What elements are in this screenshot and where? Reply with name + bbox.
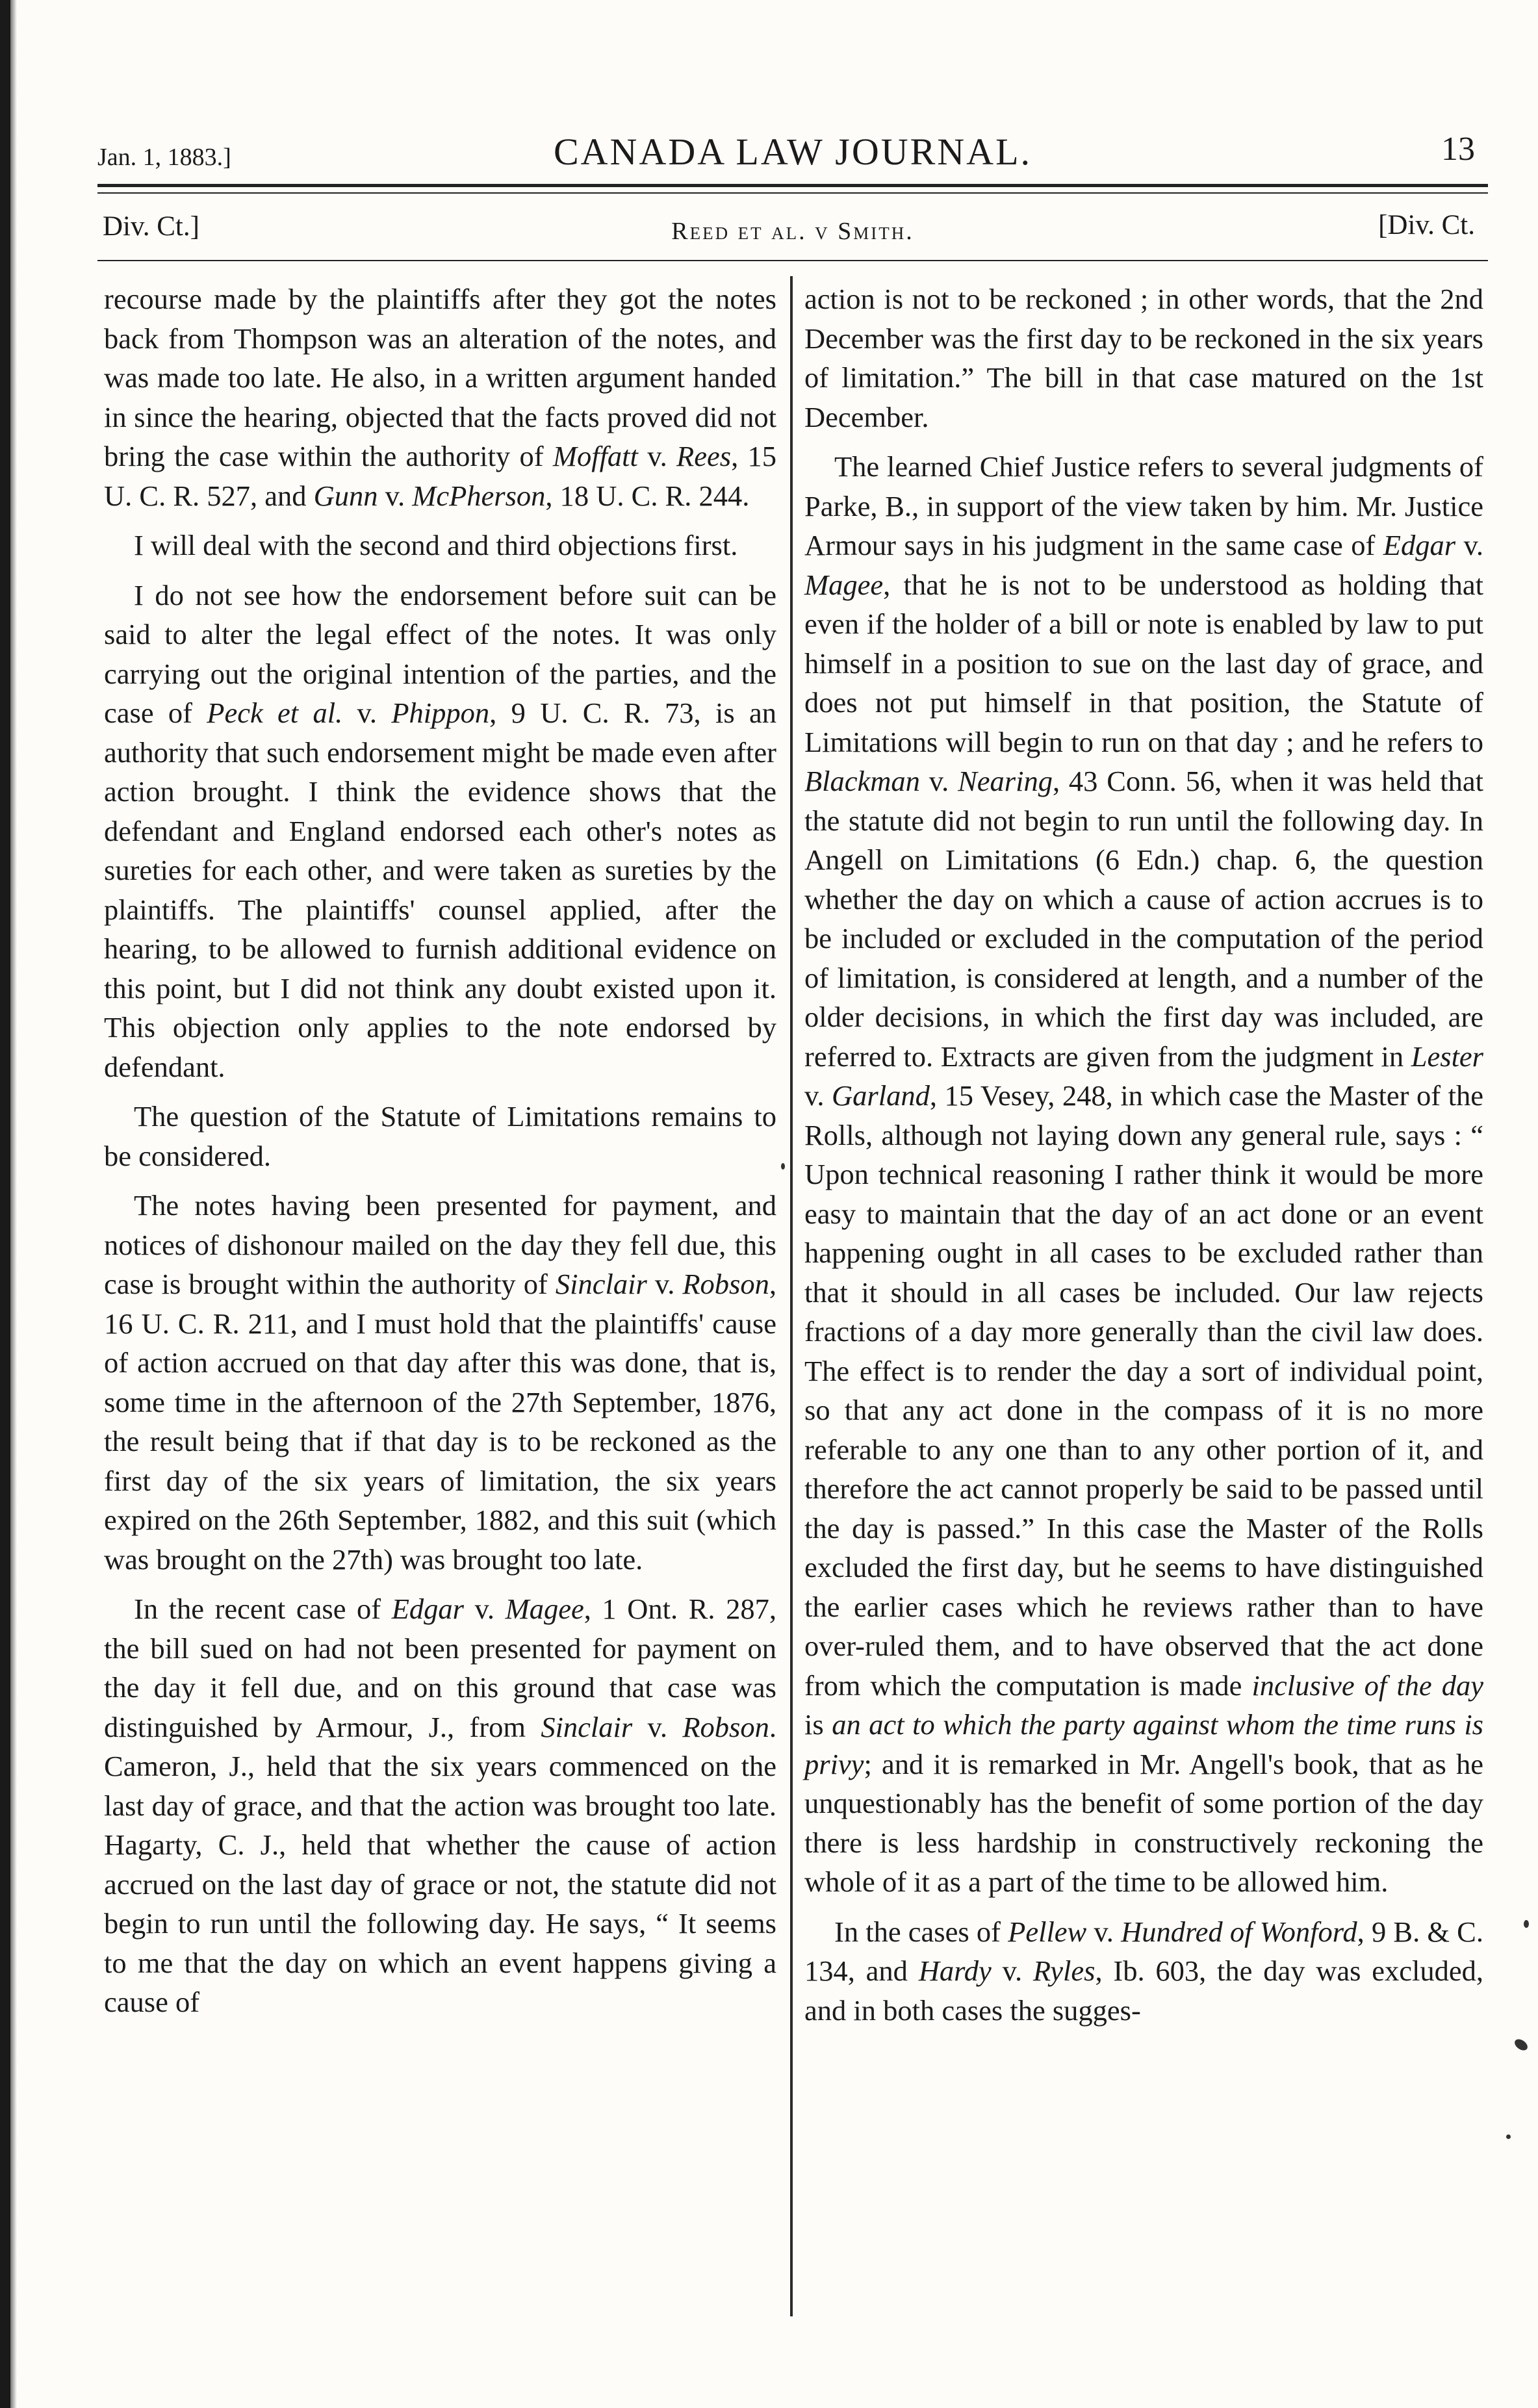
case-name: Peck et al. — [207, 697, 343, 729]
court-label-left: Div. Ct.] — [103, 211, 199, 242]
case-name: Magee — [804, 568, 884, 601]
case-name: Ryles — [1032, 1954, 1096, 1987]
case-name: Robson — [682, 1710, 769, 1743]
emphasis: inclusive of the day — [1251, 1669, 1483, 1702]
ink-speck — [1524, 1920, 1529, 1928]
case-name: Robson — [682, 1268, 769, 1300]
binding-shadow — [10, 0, 17, 2408]
paragraph: In the cases of Pellew v. Hundred of Wonford, 9 B. & C. 134, and Hardy v. Ryles, Ib. 603, the day was excluded, and in both cases the sugges- — [804, 1915, 1483, 2027]
header-rule-thin — [97, 192, 1488, 194]
paragraph: I will deal with the second and third objections first. — [134, 529, 738, 561]
page-number: 13 — [1441, 131, 1475, 168]
column-divider — [790, 276, 793, 2316]
case-name: Edgar — [391, 1593, 464, 1625]
binding-edge — [0, 0, 10, 2408]
running-head — [97, 123, 1488, 188]
case-header — [97, 207, 1488, 252]
case-name: Magee — [505, 1593, 584, 1625]
case-name: Rees — [676, 440, 732, 472]
paragraph: The learned Chief Justice refers to several judgments of Parke, B., in support of the view taken by him. Mr. Justice Armour says in his judgment in the same case of Edgar v. Magee, that he is not to be understood as holding that even if the holder of a bill or note is enabled by law to put himself in a position to sue on the last day of grace, and does not put himself in that position, the Statute of Limitations will begin to run on that day ; and he refers to Blackman v. Nearing, 43 Conn. 56, when it was held that the statute did not begin to run until the following day. In Angell on Limitations (6 Edn.) chap. 6, the question whether the day on which a cause of action accrues is to be included or excluded in the computation of the period of limitation, is considered at length, and a number of the older decisions, in which the first day was included, are referred to. Extracts are given from the judgment in Lester v. Garland, 15 Vesey, 248, in which case the Master of the Rolls, although not laying down any general rule, says : “ Upon technical reasoning I rather think it would be more easy to maintain that the day of an act done or an event happening ought in all cases to be excluded rather than that it should in all cases be included. Our law rejects fractions of a day more generally than the civil law does. The effect is to render the day a sort of individual point, so that any act done in the compass of it is no more referable to any one than to any other portion of it, and therefore the act cannot properly be said to be passed until the day is passed.” In this case the Master of the Rolls excluded the first day, but he seems to have distinguished the earlier cases which he reviews rather than to have over-ruled them, and to have observed that the act done from which the computation is made inclusive of the day is an act to which the party against whom the time runs is privy; and it is remarked in Mr. Angell's book, that as he unquestionably has the benefit of some portion of the day there is less hardship in constructively reckoning the whole of it as a part of the time to be allowed him. — [804, 450, 1484, 1898]
paragraph: action is not to be reckoned ; in other words, that the 2nd December was the first day to be reckoned in the six years of limitation.” The bill in that case matured on the 1st December. — [804, 283, 1483, 433]
case-name: Hundred of Wonford — [1121, 1915, 1357, 1948]
paragraph: recourse made by the plaintiffs after they got the notes back from Thompson was an alteration of the notes, and was made too late. He also, in a written argument handed in since the hearing, objected that the facts proved did not bring the case within the authority of Moffatt v. Rees, 15 U. C. R. 527, and Gunn v. McPherson, 18 U. C. R. 244. — [104, 283, 776, 512]
case-name: Nearing — [958, 765, 1053, 797]
case-name: Lester — [1411, 1040, 1483, 1073]
case-header-rule — [97, 260, 1488, 261]
case-name: Edgar — [1383, 529, 1456, 561]
ink-speck — [781, 1163, 785, 1170]
emphasis: an act to which the party against whom the time runs is privy — [804, 1708, 1484, 1780]
case-name: McPherson — [412, 479, 546, 512]
case-name: Moffatt — [552, 440, 638, 472]
case-name: Sinclair — [541, 1710, 633, 1743]
header-rule-thick — [97, 184, 1488, 187]
journal-title: CANADA LAW JOURNAL. — [553, 131, 1032, 173]
issue-date: Jan. 1, 1883.] — [97, 144, 231, 171]
paragraph: The question of the Statute of Limitations remains to be considered. — [104, 1100, 776, 1172]
case-name: Gunn — [313, 479, 378, 512]
ink-speck — [1513, 2037, 1530, 2053]
paragraph: The notes having been presented for payment, and notices of dishonour mailed on the day they fell due, this case is brought within the authority of Sinclair v. Robson, 16 U. C. R. 211, and I must hold that the plaintiffs' cause of action accrued on that day after this was done, that is, some time in the afternoon of the 27th September, 1876, the result being that if that day is to be reckoned as the first day of the six years of limitation, the six years expired on the 26th September, 1882, and this suit (which was brought on the 27th) was brought too late. — [104, 1189, 776, 1576]
case-name: Hardy — [918, 1954, 992, 1987]
case-name: Pellew — [1008, 1915, 1087, 1948]
right-column — [804, 279, 1483, 2040]
case-name: Phippon — [391, 697, 490, 729]
case-title: Reed et al. v Smith. — [671, 218, 914, 245]
paragraph: In the recent case of Edgar v. Magee, 1 Ont. R. 287, the bill sued on had not been presented for payment on the day it fell due, and on this ground that case was distinguished by Armour, J., from Sinclair v. Robson. Cameron, J., held that the six years commenced on the last day of grace, and that the action was brought too late. Hagarty, C. J., held that whether the cause of action accrued on the last day of grace or not, the statute did not begin to run until the following day. He says, “ It seems to me that the day on which an event happens giving a cause of — [104, 1593, 776, 2018]
left-column — [104, 279, 776, 2032]
court-label-right: [Div. Ct. — [1378, 210, 1475, 240]
case-name: Sinclair — [555, 1268, 647, 1300]
paragraph: I do not see how the endorsement before suit can be said to alter the legal effect of the notes. It was only carrying out the original intention of the parties, and the case of Peck et al. v. Phippon, 9 U. C. R. 73, is an authority that such endorsement might be made even after action brought. I think the evidence shows that the defendant and England endorsed each other's notes as sureties for each other, and were taken as sureties by the plaintiffs. The plaintiffs' counsel applied, after the hearing, to be allowed to furnish additional evidence on this point, but I did not think any doubt existed upon it. This objection only applies to the note endorsed by defendant. — [104, 578, 776, 1083]
case-name: Blackman — [804, 765, 920, 797]
ink-speck — [1506, 2134, 1511, 2139]
case-name: Garland — [832, 1079, 930, 1112]
